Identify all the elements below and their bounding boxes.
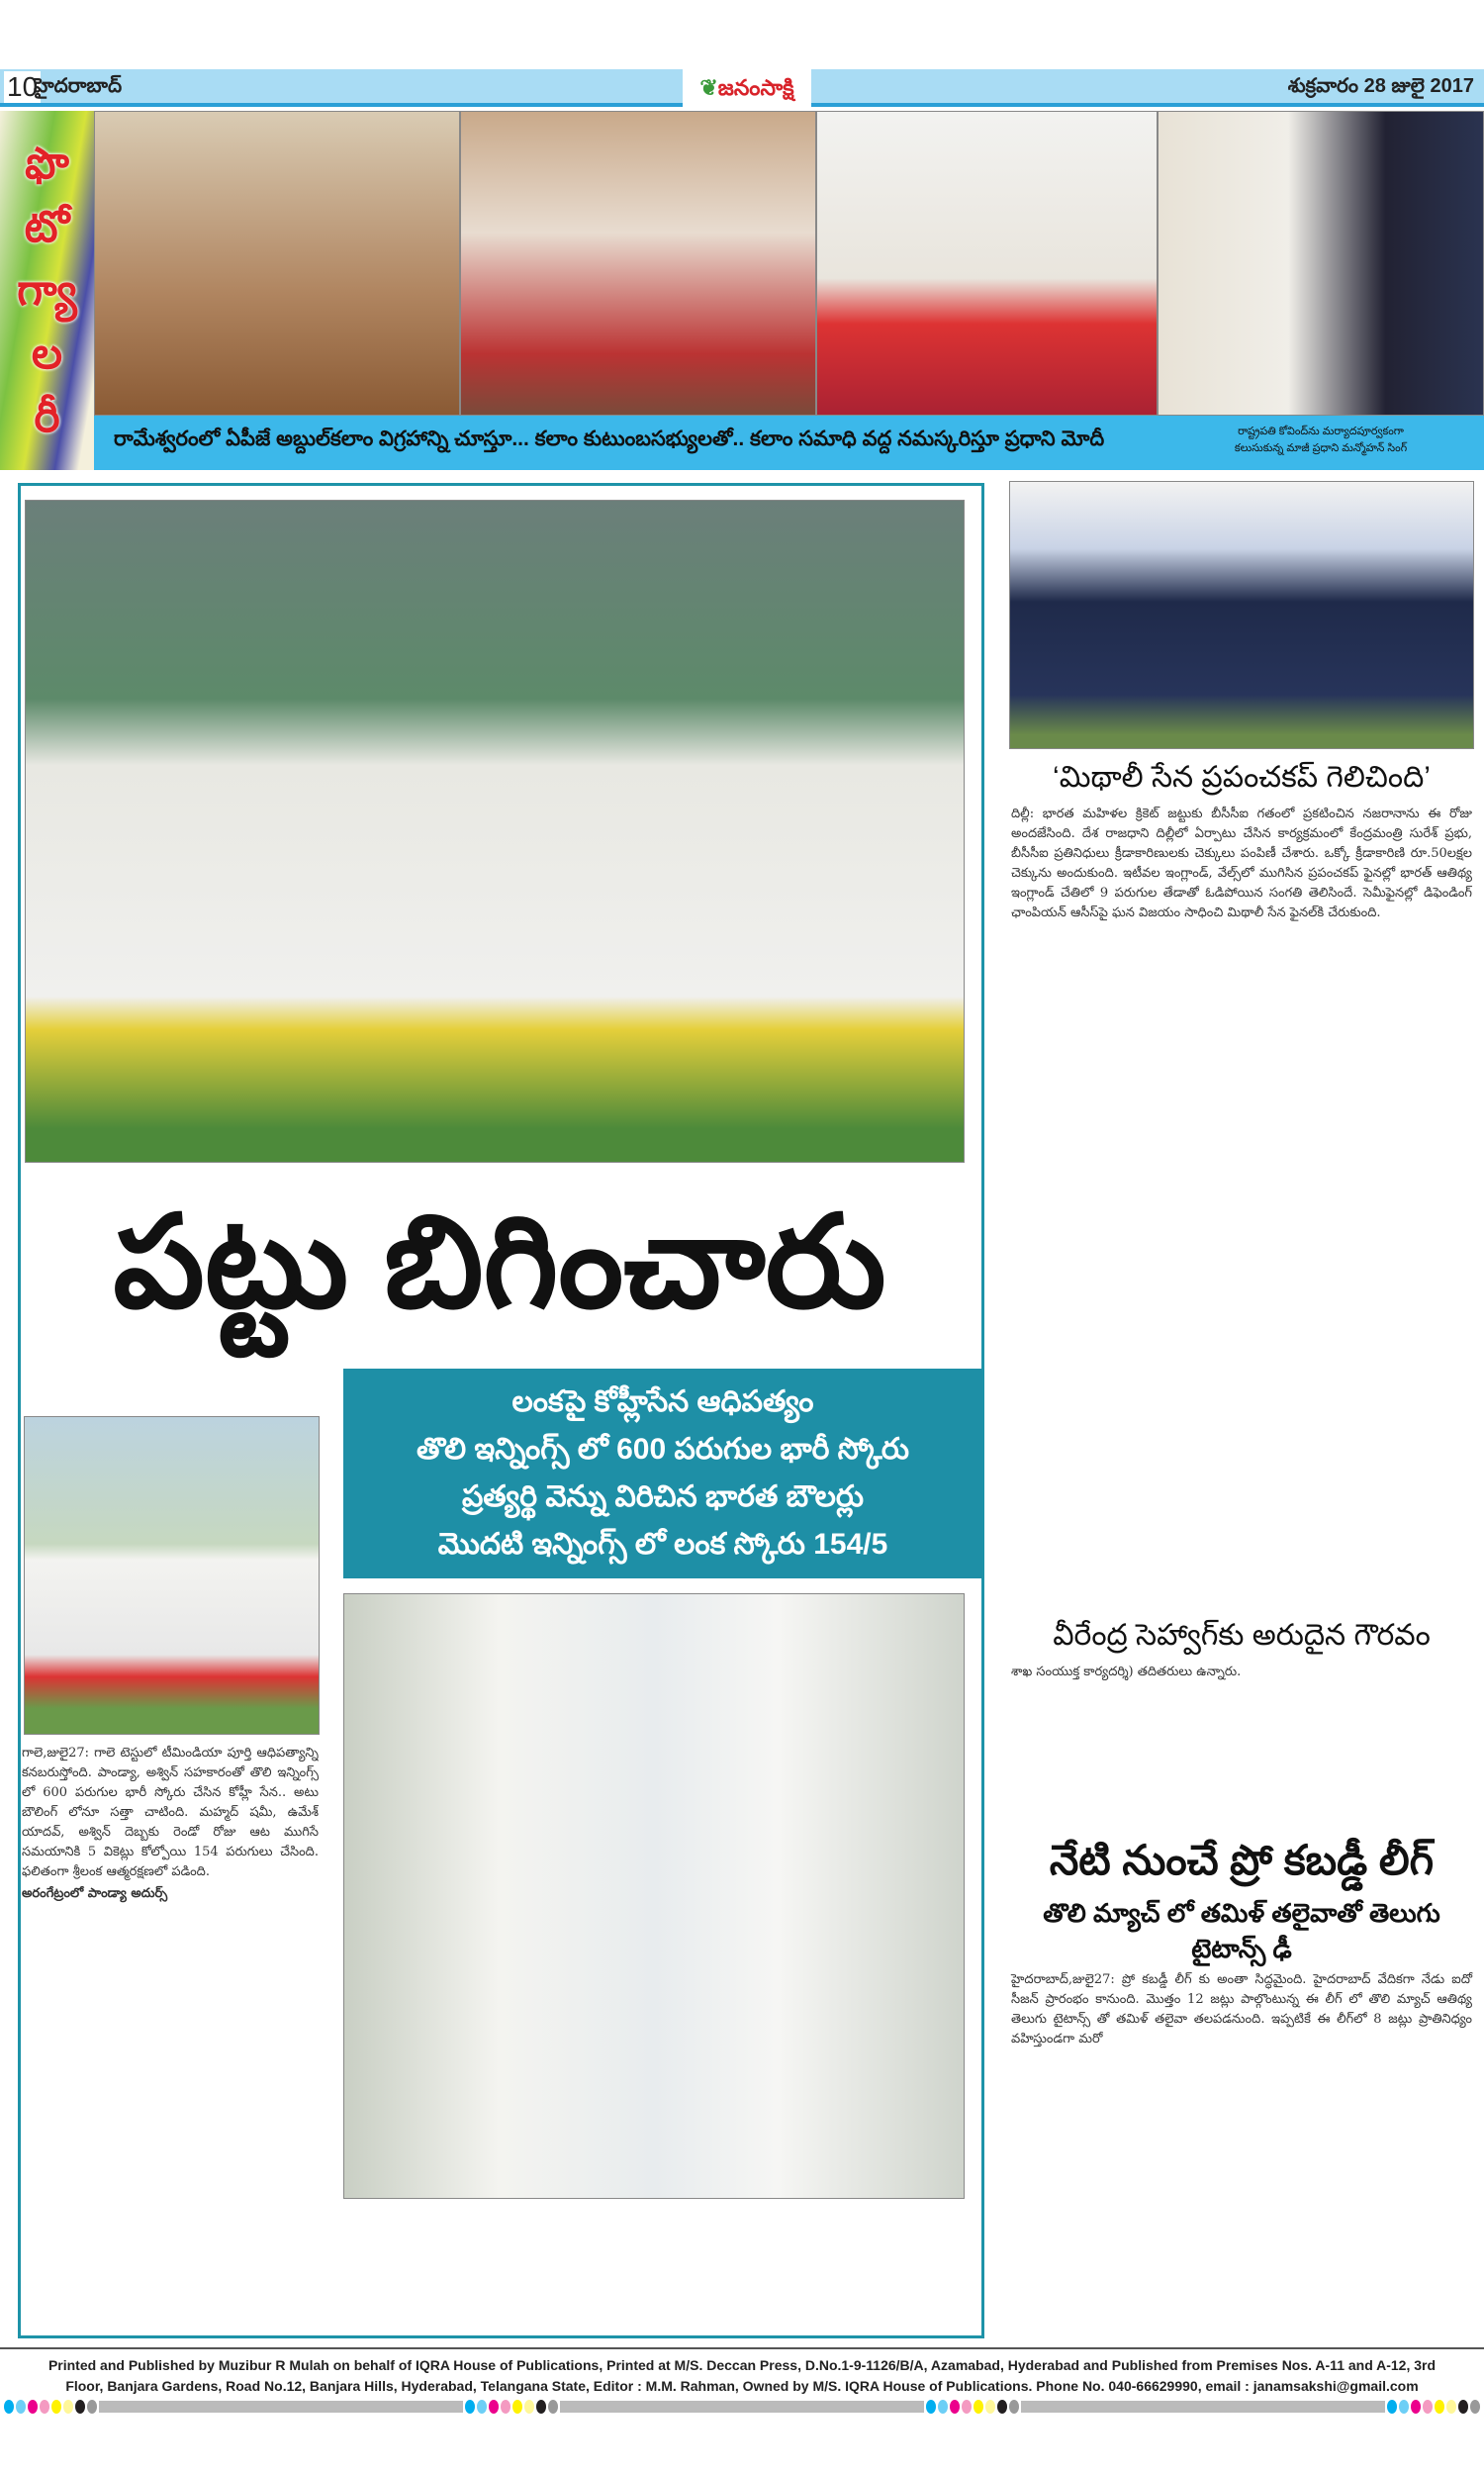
kabaddi-story-body: [1009, 1970, 1474, 2345]
color-swatch: [51, 2400, 61, 2414]
subhead: అరంగేట్రంలో పాండ్యా అదుర్స్: [22, 1886, 168, 1901]
gray-strip: [99, 2401, 463, 2413]
color-swatch: [1387, 2400, 1397, 2414]
color-swatch: [1470, 2400, 1480, 2414]
photo-shami-srilanka-batsman: [343, 1593, 965, 2199]
sports-story-body: [22, 1744, 319, 2333]
color-swatch: [465, 2400, 475, 2414]
color-swatch: [477, 2400, 487, 2414]
color-swatch: [1458, 2400, 1468, 2414]
label-char: టో: [24, 202, 70, 251]
color-swatch: [938, 2400, 948, 2414]
label-char: రీ: [34, 392, 60, 441]
photo-women-cricket-team: [1009, 481, 1474, 749]
label-char: ల: [31, 329, 63, 378]
color-swatch: [512, 2400, 522, 2414]
mithali-story-body: [1009, 805, 1474, 1611]
color-swatch: [962, 2400, 972, 2414]
gray-strip: [560, 2401, 924, 2413]
caption-line: కలుసుకున్న మాజీ ప్రధాని మన్మోహన్ సింగ్: [1234, 442, 1408, 454]
label-char: గ్యా: [17, 265, 77, 315]
highlight-line: ప్రత్యర్థి వెన్ను విరిచిన భారత బౌలర్లు: [461, 1480, 865, 1513]
highlight-line: మొదటి ఇన్నింగ్స్ లో లంక స్కోరు 154/5: [437, 1528, 888, 1561]
mithali-headline: ‘మిథాలీ సేన ప్రపంచకప్ గెలిచింది’: [1053, 761, 1431, 794]
color-swatch: [524, 2400, 534, 2414]
print-color-bar: [0, 2399, 1484, 2415]
color-swatch: [1411, 2400, 1421, 2414]
gray-strip: [1021, 2401, 1385, 2413]
page-number: 10: [4, 71, 41, 103]
highlight-line: లంకపై కోహ్లీసేన ఆధిపత్యం: [511, 1385, 814, 1418]
paragraph: హైదరాబాద్,జులై27: ప్రో కబడ్డీ లీగ్ కు అంతా సిద్ధమైంది. హైదరాబాద్ వేదికగా నేడు ఐదో సీజన్ ప్రారంభం కానుంది. మొత్తం 12 జట్లు పాల్గొంటున్న ఈ లీగ్ లో తొలి మ్యాచ్ ఆతిథ్య తెలుగు టైటాన్స్ తో తమిళ్ తలైవా తలపడనుంది. ఇప్పటికే ఈ లీగ్‌లో 8 జట్లు ప్రాతినిధ్యం వహిస్తుండగా మరో: [1011, 1972, 1472, 2046]
paragraph: గాలె,జులై27: గాలె టెస్టులో టీమిండియా పూర్తి ఆధిపత్యాన్ని కనబరుస్తోంది. పాండ్యా, అశ్విన్ సహకారంతో తొలి ఇన్నింగ్స్ లో 600 పరుగుల భారీ స్కోరు చేసిన కోహ్లీ సేన.. అటు బౌలింగ్ లోనూ సత్తా చాటింది. మహ్మద్ షమీ, ఉమేశ్ యాదవ్, అశ్విన్ దెబ్బకు రెండో రోజు ఆట ముగిసే సమయానికి 5 వికెట్లు కోల్పోయి 154 పరుగులు చేసింది. ఫలితంగా శ్రీలంక ఆత్మరక్షణలో పడింది.: [22, 1746, 319, 1879]
color-swatch: [87, 2400, 97, 2414]
edition-city: హైదరాబాద్: [34, 75, 123, 97]
photo-ashwin-appeal: [24, 1416, 320, 1735]
imprint-footer: [0, 2347, 1484, 2397]
color-swatch: [974, 2400, 983, 2414]
color-swatch: [1435, 2400, 1444, 2414]
right-column: [1009, 481, 1474, 2345]
issue-date: శుక్రవారం 28 జులై 2017: [1287, 75, 1474, 97]
color-swatch: [985, 2400, 995, 2414]
leaf-icon: ❦: [699, 75, 718, 100]
paragraph: శాఖ సంయుక్త కార్యదర్శి) తదితరులు ఉన్నారు.: [1011, 1665, 1242, 1679]
color-swatch: [997, 2400, 1007, 2414]
photo-kalam-family: [460, 111, 816, 416]
gallery-caption-right: [1158, 416, 1484, 470]
kabaddi-subheadline: తొలి మ్యాచ్ లో తమిళ్ తలైవాతో తెలుగు టైటాన్స్ ఢీ: [1043, 1898, 1440, 1963]
photo-kalam-statue: [94, 111, 460, 416]
logo-text: జనంసాక్షి: [717, 75, 794, 100]
caption-line: రాష్ట్రపతి కోవింద్‌ను మర్యాదపూర్వకంగా: [1238, 426, 1404, 437]
label-char: ఫొ: [25, 139, 69, 188]
main-headline: పట్టు బిగించారు: [113, 1189, 886, 1334]
color-swatch: [536, 2400, 546, 2414]
photo-manmohan-kovind: [1158, 111, 1484, 416]
color-swatch: [28, 2400, 38, 2414]
color-swatch: [16, 2400, 26, 2414]
highlight-line: తొలి ఇన్నింగ్స్ లో 600 పరుగుల భారీ స్కోరు: [416, 1433, 910, 1466]
color-swatch: [75, 2400, 85, 2414]
color-swatch: [1009, 2400, 1019, 2414]
color-swatch: [1446, 2400, 1456, 2414]
color-swatch: [489, 2400, 499, 2414]
story-column: [346, 2203, 544, 2331]
photo-kalam-memorial: [816, 111, 1158, 416]
color-swatch: [501, 2400, 510, 2414]
masthead-logo: [683, 69, 811, 107]
imprint-line: Floor, Banjara Gardens, Road No.12, Banjara Hills, Hyderabad, Telangana State, Editor : M.M. Rahman, Owned by M/S. IQRA House of Publications. Phone No. 040-66629990, email : janamsakshi@gmail.com: [65, 2378, 1419, 2394]
color-swatch: [1399, 2400, 1409, 2414]
paragraph: దిల్లీ: భారత మహిళల క్రికెట్ జట్టుకు బీసీసీఐ గతంలో ప్రకటించిన నజరానాను ఈ రోజు అందజేసింది. దేశ రాజధాని దిల్లీలో ఏర్పాటు చేసిన కార్యక్రమంలో కేంద్రమంత్రి సురేశ్ ప్రభు, బీసీసీఐ ప్రతినిధులు క్రీడాకారిణులకు చెక్కులు పంపిణీ చేశారు. ఒక్కో క్రీడాకారిణి రూ.50లక్షల చెక్కును అందుకుంది. ఇటీవల ఇంగ్లాండ్, వేల్స్‌లో ముగిసిన ప్రపంచకప్ ఫైనల్లో భారత్ ఆతిథ్య ఇంగ్లాండ్ చేతిలో 9 పరుగుల తేడాతో ఓడిపోయిన సంగతి తెలిసిందే. సెమీఫైనల్లో డిఫెండింగ్ ఛాంపియన్ ఆసీస్‌పై ఘన విజయం సాధించి మిథాలీ సేన ఫైనల్‌కి చేరుకుంది.: [1011, 807, 1472, 920]
imprint-line: Printed and Published by Muzibur R Mulah on behalf of IQRA House of Publications, Printed at M/S. Deccan Press, D.No.1-9-1126/B/A, Azamabad, Hyderabad and Published from Premises Nos. A-11 and A-12, 3rd: [47, 2357, 1437, 2373]
color-swatch: [926, 2400, 936, 2414]
gallery-caption: రామేశ్వరంలో ఏపీజే అబ్దుల్‌కలాం విగ్రహాన్ని చూస్తూ... కలాం కుటుంబసభ్యులతో.. కలాం సమాధి వద్ద నమస్కరిస్తూ ప్రధాని మోదీ: [94, 416, 1158, 470]
sehwag-story-body: [1009, 1663, 1474, 1826]
highlights-box: [343, 1369, 982, 1578]
photo-gallery-label: [0, 111, 94, 470]
color-swatch: [40, 2400, 49, 2414]
color-swatch: [950, 2400, 960, 2414]
kabaddi-headline: నేటి నుంచే ప్రో కబడ్డీ లీగ్: [1049, 1837, 1435, 1883]
photo-india-team-celebration: [25, 500, 965, 1163]
color-swatch: [4, 2400, 14, 2414]
color-swatch: [63, 2400, 73, 2414]
sehwag-headline: వీరేంద్ర సెహ్వాగ్‌కు అరుదైన గౌరవం: [1053, 1619, 1431, 1652]
color-swatch: [548, 2400, 558, 2414]
color-swatch: [1423, 2400, 1433, 2414]
page-header: [0, 69, 1484, 107]
